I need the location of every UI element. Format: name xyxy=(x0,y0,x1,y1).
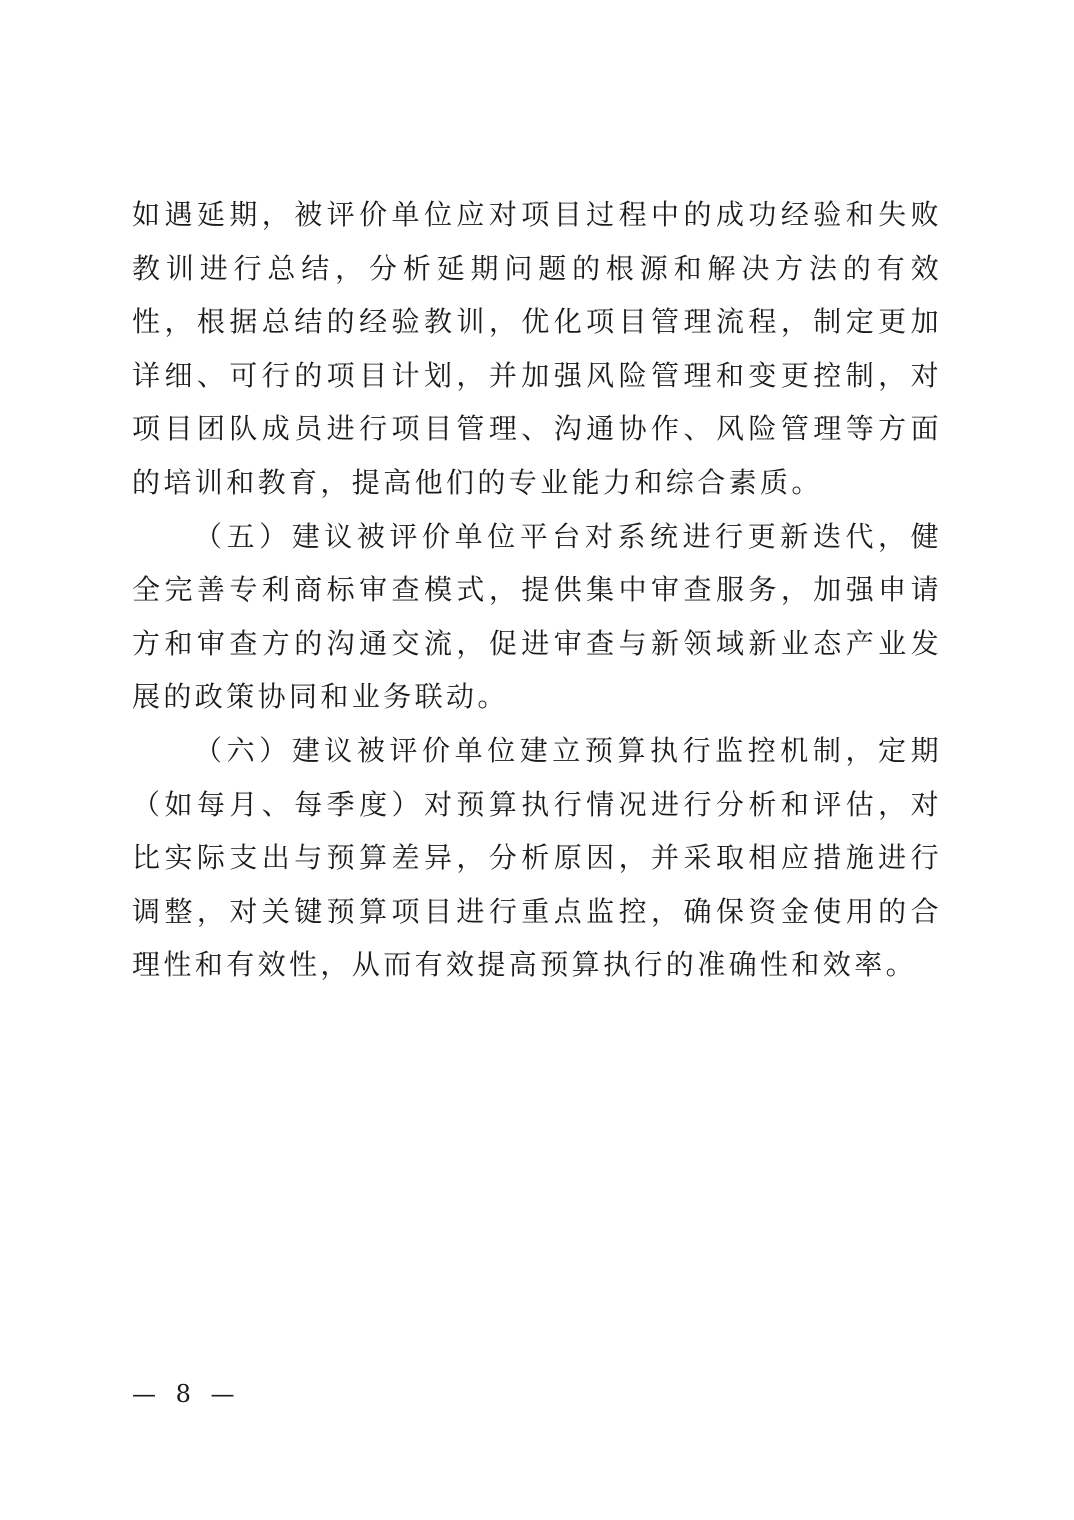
paragraph-recommendation-five: （五）建议被评价单位平台对系统进行更新迭代，健全完善专利商标审查模式，提供集中审查服务，加强申请方和审查方的沟通交流，促进审查与新领域新业态产业发展的政策协同和业务联动。 xyxy=(132,519,942,714)
paragraph-recommendation-six: （六）建议被评价单位建立预算执行监控机制，定期（如每月、每季度）对预算执行情况进行分析和评估，对比实际支出与预算差异，分析原因，并采取相应措施进行调整，对关键预算项目进行重点监控，确保资金使用的合理性和有效性，从而有效提高预算执行的准确性和效率。 xyxy=(132,733,942,982)
paragraph-continuation: 如遇延期，被评价单位应对项目过程中的成功经验和失败教训进行总结，分析延期问题的根源和解决方法的有效性，根据总结的经验教训，优化项目管理流程，制定更加详细、可行的项目计划，并加强风险管理和变更控制，对项目团队成员进行项目管理、沟通协作、风险管理等方面的培训和教育，提高他们的专业能力和综合素质。 xyxy=(132,198,942,499)
page-number: — 8 — xyxy=(132,1380,241,1408)
body-text xyxy=(132,188,942,992)
